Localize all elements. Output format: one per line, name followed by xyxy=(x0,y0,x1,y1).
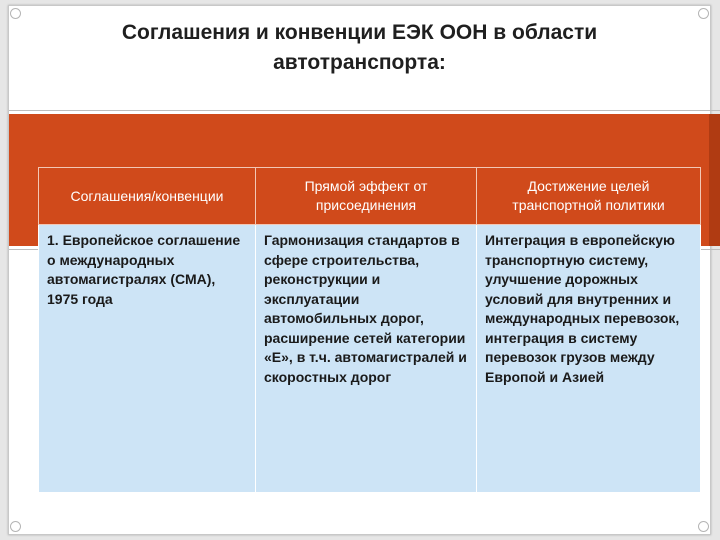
slide xyxy=(8,5,711,535)
table-row xyxy=(39,225,701,493)
cell-goal: Интеграция в европейскую транспортную систему, улучшение дорожных условий для внутренних и международных перевозок, интеграция в систему перевозок грузов между Европой и Азией xyxy=(477,225,701,493)
header-direct-effect: Прямой эффект от присоединения xyxy=(256,168,477,225)
slide-title-line-2: автотранспорта: xyxy=(273,51,446,74)
corner-circle-decoration xyxy=(698,8,709,19)
corner-circle-decoration xyxy=(10,8,21,19)
accent-band-edge xyxy=(709,114,720,246)
band-top-line xyxy=(9,110,720,111)
corner-circle-decoration xyxy=(10,521,21,532)
cell-effect: Гармонизация стандартов в сфере строительства, реконструкции и эксплуатации автомобильных дорог, расширение сетей категории «Е», в т.ч. автомагистралей и скоростных дорог xyxy=(256,225,477,493)
header-policy-goals: Достижение целей транспортной политики xyxy=(477,168,701,225)
slide-title xyxy=(29,18,690,78)
slide-title-line-1: Соглашения и конвенции ЕЭК ООН в области xyxy=(121,21,598,44)
table-header-row xyxy=(39,168,701,225)
cell-agreement: 1. Европейское соглашение о международных автомагистралях (СМА), 1975 года xyxy=(39,225,256,493)
header-agreements: Соглашения/конвенции xyxy=(39,168,256,225)
corner-circle-decoration xyxy=(698,521,709,532)
agreements-table xyxy=(38,167,701,493)
